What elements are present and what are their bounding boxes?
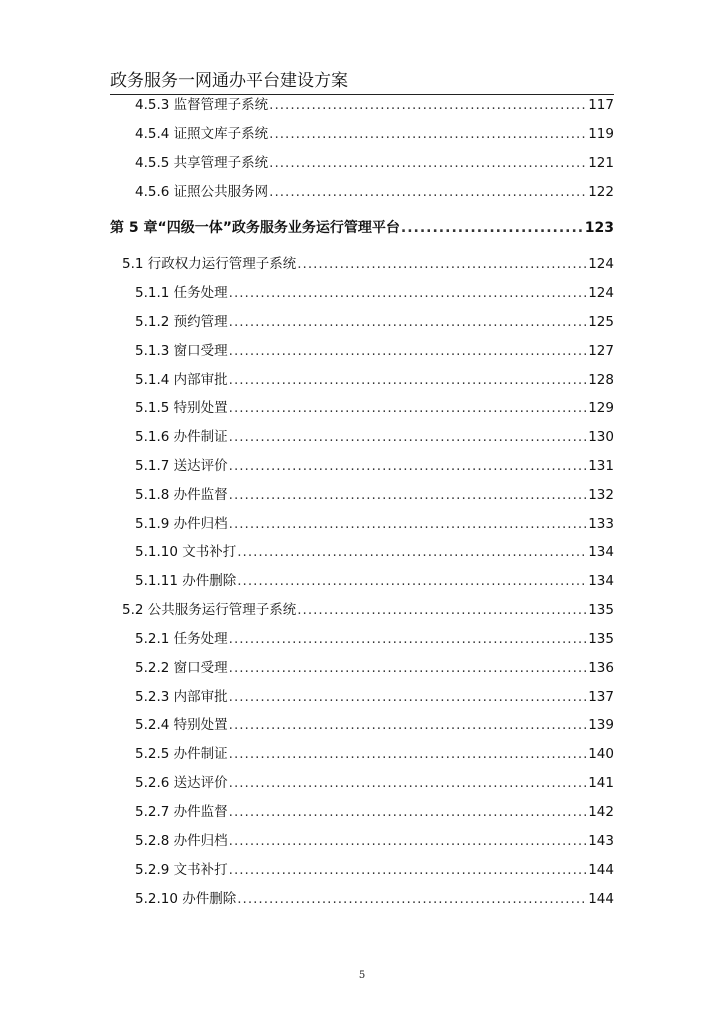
- toc-entry[interactable]: [110, 284, 614, 302]
- toc-leader-dots: [269, 96, 587, 114]
- toc-leader-dots: [229, 342, 588, 360]
- toc-entry-page-number: 124: [588, 285, 614, 301]
- toc-leader-dots: [269, 154, 587, 172]
- toc-entry[interactable]: [110, 572, 614, 590]
- toc-entry[interactable]: [110, 125, 614, 143]
- toc-entry-label: 5.1.5 特别处置: [135, 400, 228, 416]
- toc-entry-page-number: 132: [588, 487, 614, 503]
- toc-leader-dots: [229, 861, 588, 879]
- toc-entry-page-number: 128: [588, 372, 614, 388]
- toc-entry-label: 5.2.5 办件制证: [135, 746, 228, 762]
- toc-entry-label: 4.5.5 共享管理子系统: [135, 155, 269, 171]
- toc-leader-dots: [229, 313, 588, 331]
- toc-leader-dots: [269, 125, 587, 143]
- toc-leader-dots: [229, 774, 588, 792]
- toc-entry-page-number: 143: [588, 833, 614, 849]
- toc-entry-label: 4.5.6 证照公共服务网: [135, 184, 269, 200]
- toc-entry-label: 5.2.2 窗口受理: [135, 660, 228, 676]
- toc-leader-dots: [229, 399, 588, 417]
- toc-entry-page-number: 141: [588, 775, 614, 791]
- toc-entry-label: 5.1 行政权力运行管理子系统: [122, 256, 297, 272]
- toc-entry[interactable]: [110, 515, 614, 533]
- toc-entry[interactable]: [110, 543, 614, 561]
- toc-entry[interactable]: [110, 630, 614, 648]
- page-number: 5: [358, 970, 366, 981]
- toc-entry-page-number: 135: [588, 602, 614, 618]
- toc-leader-dots: [229, 832, 588, 850]
- toc-entry-label: 4.5.3 监督管理子系统: [135, 97, 269, 113]
- toc-entry[interactable]: [110, 255, 614, 273]
- toc-entry[interactable]: [110, 716, 614, 734]
- toc-entry-label: 5.1.7 送达评价: [135, 458, 228, 474]
- toc-entry-page-number: 134: [588, 544, 614, 560]
- toc-entry[interactable]: [110, 861, 614, 879]
- toc-entry[interactable]: [110, 342, 614, 360]
- toc-entry-page-number: 134: [588, 573, 614, 589]
- toc-entry-label: 第 5 章“四级一体”政务服务业务运行管理平台: [110, 220, 400, 236]
- page-header: [110, 70, 614, 95]
- toc-entry-label: 5.1.8 办件监督: [135, 487, 228, 503]
- toc-leader-dots: [269, 183, 587, 201]
- toc-entry-page-number: 144: [588, 862, 614, 878]
- toc-entry-label: 5.2.4 特别处置: [135, 717, 228, 733]
- toc-entry-page-number: 123: [584, 220, 614, 236]
- toc-entry-page-number: 129: [588, 400, 614, 416]
- toc-entry[interactable]: [110, 832, 614, 850]
- toc-entry-page-number: 119: [588, 126, 614, 142]
- toc-entry-label: 5.1.11 办件删除: [135, 573, 237, 589]
- toc-entry-page-number: 125: [588, 314, 614, 330]
- toc-entry-label: 5.2.1 任务处理: [135, 631, 228, 647]
- toc-leader-dots: [229, 659, 588, 677]
- toc-entry-page-number: 144: [588, 891, 614, 907]
- toc-entry-page-number: 130: [588, 429, 614, 445]
- toc-entry[interactable]: [110, 399, 614, 417]
- toc-entry-page-number: 140: [588, 746, 614, 762]
- toc-entry[interactable]: [110, 774, 614, 792]
- toc-entry-page-number: 127: [588, 343, 614, 359]
- toc-leader-dots: [229, 515, 588, 533]
- toc-entry[interactable]: [110, 154, 614, 172]
- toc-entry-page-number: 121: [588, 155, 614, 171]
- toc-entry[interactable]: [110, 659, 614, 677]
- toc-entry-label: 5.1.10 文书补打: [135, 544, 237, 560]
- toc-entry-label: 5.2.10 办件删除: [135, 891, 237, 907]
- toc-entry[interactable]: [110, 219, 614, 237]
- toc-entry-label: 5.2.6 送达评价: [135, 775, 228, 791]
- toc-leader-dots: [229, 371, 588, 389]
- toc-entry-label: 5.2 公共服务运行管理子系统: [122, 602, 297, 618]
- toc-entry[interactable]: [110, 96, 614, 114]
- toc-entry-label: 5.2.8 办件归档: [135, 833, 228, 849]
- toc-entry-label: 5.1.1 任务处理: [135, 285, 228, 301]
- toc-leader-dots: [237, 572, 587, 590]
- toc-entry-page-number: 117: [588, 97, 614, 113]
- toc-entry-label: 5.2.9 文书补打: [135, 862, 228, 878]
- toc-entry-page-number: 142: [588, 804, 614, 820]
- toc-entry[interactable]: [110, 486, 614, 504]
- toc-entry-page-number: 131: [588, 458, 614, 474]
- toc-leader-dots: [229, 284, 588, 302]
- toc-entry-page-number: 135: [588, 631, 614, 647]
- toc-entry-page-number: 137: [588, 689, 614, 705]
- toc-entry[interactable]: [110, 688, 614, 706]
- toc-leader-dots: [237, 543, 587, 561]
- toc-entry[interactable]: [110, 745, 614, 763]
- toc-entry[interactable]: [110, 457, 614, 475]
- toc-entry-label: 5.1.2 预约管理: [135, 314, 228, 330]
- toc-entry-label: 5.1.9 办件归档: [135, 516, 228, 532]
- toc-entry[interactable]: [110, 428, 614, 446]
- toc-entry-label: 5.1.6 办件制证: [135, 429, 228, 445]
- toc-entry[interactable]: [110, 890, 614, 908]
- toc-leader-dots: [401, 219, 584, 237]
- toc-leader-dots: [297, 255, 587, 273]
- toc-leader-dots: [229, 716, 588, 734]
- toc-leader-dots: [229, 803, 588, 821]
- toc-entry[interactable]: [110, 313, 614, 331]
- document-title: 政务服务一网通办平台建设方案: [110, 71, 348, 91]
- toc-entry-label: 5.2.3 内部审批: [135, 689, 228, 705]
- toc-leader-dots: [229, 486, 588, 504]
- toc-entry-page-number: 122: [588, 184, 614, 200]
- toc-leader-dots: [297, 601, 587, 619]
- toc-leader-dots: [229, 745, 588, 763]
- toc-leader-dots: [229, 688, 588, 706]
- toc-entry[interactable]: [110, 183, 614, 201]
- toc-entry-page-number: 124: [588, 256, 614, 272]
- toc-entry-label: 4.5.4 证照文库子系统: [135, 126, 269, 142]
- toc-entry-page-number: 136: [588, 660, 614, 676]
- toc-leader-dots: [229, 428, 588, 446]
- toc-leader-dots: [237, 890, 587, 908]
- toc-entry-page-number: 139: [588, 717, 614, 733]
- toc-leader-dots: [229, 457, 588, 475]
- toc-entry[interactable]: [110, 371, 614, 389]
- toc-entry-label: 5.1.3 窗口受理: [135, 343, 228, 359]
- toc-entry[interactable]: [110, 803, 614, 821]
- toc-entry-label: 5.1.4 内部审批: [135, 372, 228, 388]
- toc-leader-dots: [229, 630, 588, 648]
- toc-entry-label: 5.2.7 办件监督: [135, 804, 228, 820]
- toc-entry[interactable]: [110, 601, 614, 619]
- toc-entry-page-number: 133: [588, 516, 614, 532]
